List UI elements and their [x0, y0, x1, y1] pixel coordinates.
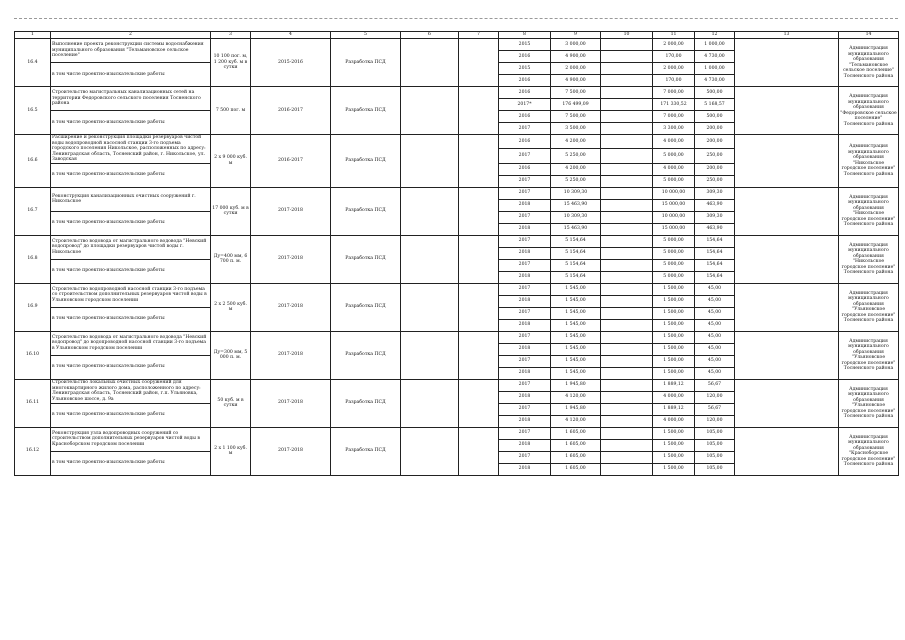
local-amount-cell: 105,00: [695, 439, 735, 451]
empty-cell: [601, 211, 653, 223]
empty-cell: [601, 439, 653, 451]
empty-cell: [735, 283, 839, 331]
local-amount-cell: 1 000,00: [695, 63, 735, 75]
local-amount-cell: 120,00: [695, 415, 735, 427]
regional-amount-cell: 2 000,00: [653, 39, 695, 51]
column-number-2: 2: [51, 32, 211, 39]
table-row: [15, 283, 899, 295]
design-works-subtitle: в том числе проектно-изыскательские работы: [51, 403, 211, 427]
total-amount-cell: 4 120,00: [551, 415, 601, 427]
local-amount-cell: 45,00: [695, 343, 735, 355]
design-works-subtitle: в том числе проектно-изыскательские работы: [51, 259, 211, 283]
year-cell: 2017: [499, 403, 551, 415]
regional-amount-cell: 15 000,00: [653, 199, 695, 211]
year-cell: 2017: [499, 175, 551, 187]
empty-cell: [401, 235, 459, 283]
column-number-5: 5: [331, 32, 401, 39]
regional-amount-cell: 1 889,12: [653, 403, 695, 415]
year-cell: 2018: [499, 223, 551, 235]
empty-cell: [735, 39, 839, 87]
regional-amount-cell: 2 000,00: [653, 63, 695, 75]
year-cell: 2018: [499, 199, 551, 211]
item-number: 16.6: [15, 135, 51, 188]
local-amount-cell: 45,00: [695, 355, 735, 367]
regional-amount-cell: 4 000,00: [653, 391, 695, 403]
year-cell: 2017: [499, 355, 551, 367]
empty-cell: [601, 111, 653, 123]
local-amount-cell: 463,90: [695, 199, 735, 211]
implementation-period: 2017-2018: [251, 283, 331, 331]
regional-amount-cell: 170,00: [653, 51, 695, 63]
year-cell: 2016: [499, 111, 551, 123]
regional-amount-cell: 1 500,00: [653, 427, 695, 439]
year-cell: 2017: [499, 187, 551, 199]
design-works-subtitle: в том числе проектно-изыскательские работы: [51, 111, 211, 135]
empty-cell: [459, 39, 499, 87]
local-amount-cell: 200,00: [695, 163, 735, 175]
empty-cell: [459, 283, 499, 331]
work-stage: Разработка ПСД: [331, 39, 401, 87]
empty-cell: [459, 87, 499, 135]
implementation-period: 2017-2018: [251, 427, 331, 475]
regional-amount-cell: 3 300,00: [653, 123, 695, 135]
empty-cell: [601, 367, 653, 379]
item-number: 16.12: [15, 427, 51, 475]
column-number-6: 6: [401, 32, 459, 39]
regional-amount-cell: 1 500,00: [653, 295, 695, 307]
local-amount-cell: 250,00: [695, 175, 735, 187]
empty-cell: [735, 427, 839, 475]
implementation-period: 2017-2018: [251, 187, 331, 235]
empty-cell: [735, 379, 839, 427]
implementation-period: 2017-2018: [251, 235, 331, 283]
total-amount-cell: 1 605,00: [551, 451, 601, 463]
total-amount-cell: 4 900,00: [551, 51, 601, 63]
local-amount-cell: 200,00: [695, 123, 735, 135]
year-cell: 2017: [499, 379, 551, 391]
object-name: Строительство локальных очистных сооружений для многоквартирного жилого дома, расположенного по адресу: Ленинградская область, Тосненский район, г.п. Ульяновка, Ульяновское шоссе, д. 9а: [51, 379, 211, 403]
year-cell: 2017: [499, 331, 551, 343]
total-amount-cell: 15 463,90: [551, 199, 601, 211]
local-amount-cell: 120,00: [695, 391, 735, 403]
object-name: Строительство водопроводной насосной станции 3-го подъема со строительством дополнительных резервуаров чистой воды в Ульяновском городском поселении: [51, 283, 211, 307]
object-capacity: 2 х 9 000 куб. м: [211, 135, 251, 188]
object-name: Строительство водовода от магистрального водовода "Невский водопровод" до площадки резервуаров чистой воды г. Никольское: [51, 235, 211, 259]
empty-cell: [401, 87, 459, 135]
table-row: [15, 187, 899, 199]
regional-amount-cell: 5 000,00: [653, 247, 695, 259]
empty-cell: [601, 415, 653, 427]
work-stage: Разработка ПСД: [331, 283, 401, 331]
local-amount-cell: 463,90: [695, 223, 735, 235]
empty-cell: [601, 99, 653, 111]
year-cell: 2016: [499, 87, 551, 99]
item-number: 16.8: [15, 235, 51, 283]
empty-cell: [401, 379, 459, 427]
empty-cell: [459, 135, 499, 188]
total-amount-cell: 4 200,00: [551, 163, 601, 175]
empty-cell: [735, 331, 839, 379]
year-cell: 2018: [499, 247, 551, 259]
total-amount-cell: 1 545,00: [551, 331, 601, 343]
empty-cell: [735, 235, 839, 283]
empty-cell: [459, 427, 499, 475]
empty-cell: [401, 187, 459, 235]
implementation-period: 2017-2018: [251, 379, 331, 427]
regional-amount-cell: 10 000,00: [653, 187, 695, 199]
local-amount-cell: 154,64: [695, 235, 735, 247]
total-amount-cell: 4 900,00: [551, 75, 601, 87]
empty-cell: [601, 259, 653, 271]
total-amount-cell: 5 154,64: [551, 271, 601, 283]
customer-name: Администрация муниципального образования "Никольское городское поселение" Тосненского района: [839, 135, 899, 188]
design-works-subtitle: в том числе проектно-изыскательские работы: [51, 211, 211, 235]
total-amount-cell: 1 945,80: [551, 379, 601, 391]
local-amount-cell: 200,00: [695, 135, 735, 149]
local-amount-cell: 154,64: [695, 259, 735, 271]
customer-name: Администрация муниципального образования "Никольское городское поселение" Тосненского района: [839, 187, 899, 235]
year-cell: 2015: [499, 39, 551, 51]
table-row: [15, 379, 899, 391]
total-amount-cell: 1 605,00: [551, 463, 601, 475]
empty-cell: [601, 87, 653, 99]
year-cell: 2017: [499, 123, 551, 135]
scan-edge-line: [14, 18, 898, 19]
local-amount-cell: 5 168,57: [695, 99, 735, 111]
column-number-13: 13: [735, 32, 839, 39]
object-name: Строительство магистральных канализационных сетей на территории Федоровского сельского поселения Тосненского района: [51, 87, 211, 111]
regional-amount-cell: 4 000,00: [653, 415, 695, 427]
year-cell: 2017: [499, 451, 551, 463]
empty-cell: [601, 427, 653, 439]
empty-cell: [601, 403, 653, 415]
object-capacity: 50 куб. м в сутки: [211, 379, 251, 427]
year-cell: 2016: [499, 51, 551, 63]
customer-name: Администрация муниципального образования "Красноборское городское поселение" Тосненского района: [839, 427, 899, 475]
local-amount-cell: 45,00: [695, 307, 735, 319]
column-number-10: 10: [601, 32, 653, 39]
regional-amount-cell: 10 000,00: [653, 211, 695, 223]
column-number-11: 11: [653, 32, 695, 39]
year-cell: 2017*: [499, 99, 551, 111]
local-amount-cell: 500,00: [695, 111, 735, 123]
year-cell: 2017: [499, 235, 551, 247]
empty-cell: [459, 187, 499, 235]
regional-amount-cell: 1 500,00: [653, 439, 695, 451]
regional-amount-cell: 5 000,00: [653, 235, 695, 247]
empty-cell: [401, 135, 459, 188]
regional-amount-cell: 1 500,00: [653, 343, 695, 355]
item-number: 16.9: [15, 283, 51, 331]
regional-amount-cell: 5 000,00: [653, 149, 695, 163]
local-amount-cell: 1 000,00: [695, 39, 735, 51]
year-cell: 2018: [499, 439, 551, 451]
total-amount-cell: 1 545,00: [551, 283, 601, 295]
year-cell: 2017: [499, 427, 551, 439]
regional-amount-cell: 5 000,00: [653, 175, 695, 187]
program-table: [14, 31, 899, 476]
object-capacity: 2 х 2 500 куб. м: [211, 283, 251, 331]
empty-cell: [601, 135, 653, 149]
customer-name: Администрация муниципального образования "Никольское городское поселение" Тосненского района: [839, 235, 899, 283]
empty-cell: [401, 39, 459, 87]
total-amount-cell: 4 200,00: [551, 135, 601, 149]
total-amount-cell: 5 154,64: [551, 247, 601, 259]
object-capacity: Ду=400 мм, 6 700 п. м.: [211, 235, 251, 283]
total-amount-cell: 5 154,64: [551, 259, 601, 271]
table-row: [15, 427, 899, 439]
year-cell: 2017: [499, 149, 551, 163]
total-amount-cell: 3 500,00: [551, 123, 601, 135]
column-number-3: 3: [211, 32, 251, 39]
column-number-row: [15, 32, 899, 39]
regional-amount-cell: 1 500,00: [653, 283, 695, 295]
object-name: Реконструкция канализационных очистных сооружений г. Никольское: [51, 187, 211, 211]
implementation-period: 2015-2016: [251, 39, 331, 87]
item-number: 16.11: [15, 379, 51, 427]
local-amount-cell: 154,64: [695, 247, 735, 259]
empty-cell: [601, 463, 653, 475]
empty-cell: [459, 331, 499, 379]
local-amount-cell: 56,67: [695, 379, 735, 391]
empty-cell: [601, 223, 653, 235]
empty-cell: [601, 271, 653, 283]
total-amount-cell: 3 000,00: [551, 39, 601, 51]
empty-cell: [601, 451, 653, 463]
local-amount-cell: 309,30: [695, 211, 735, 223]
empty-cell: [601, 283, 653, 295]
total-amount-cell: 1 945,80: [551, 403, 601, 415]
empty-cell: [601, 187, 653, 199]
year-cell: 2018: [499, 271, 551, 283]
empty-cell: [459, 379, 499, 427]
regional-amount-cell: 1 889,12: [653, 379, 695, 391]
empty-cell: [401, 427, 459, 475]
implementation-period: 2016-2017: [251, 135, 331, 188]
empty-cell: [601, 163, 653, 175]
year-cell: 2018: [499, 391, 551, 403]
design-works-subtitle: в том числе проектно-изыскательские работы: [51, 307, 211, 331]
column-number-14: 14: [839, 32, 899, 39]
object-name: Выполнение проекта реконструкции системы водоснабжения муниципального образования "Тельмановское сельское поселение": [51, 39, 211, 63]
regional-amount-cell: 4 000,00: [653, 163, 695, 175]
total-amount-cell: 2 000,00: [551, 63, 601, 75]
item-number: 16.10: [15, 331, 51, 379]
empty-cell: [601, 379, 653, 391]
local-amount-cell: 309,30: [695, 187, 735, 199]
regional-amount-cell: 1 500,00: [653, 367, 695, 379]
year-cell: 2017: [499, 307, 551, 319]
implementation-period: 2017-2018: [251, 331, 331, 379]
column-number-1: 1: [15, 32, 51, 39]
local-amount-cell: 105,00: [695, 451, 735, 463]
item-number: 16.5: [15, 87, 51, 135]
total-amount-cell: 15 463,90: [551, 223, 601, 235]
empty-cell: [735, 87, 839, 135]
work-stage: Разработка ПСД: [331, 87, 401, 135]
customer-name: Администрация муниципального образования "Ульяновское городское поселение" Тосненского района: [839, 331, 899, 379]
total-amount-cell: 1 545,00: [551, 367, 601, 379]
design-works-subtitle: в том числе проектно-изыскательские работы: [51, 451, 211, 475]
local-amount-cell: 105,00: [695, 427, 735, 439]
year-cell: 2017: [499, 211, 551, 223]
design-works-subtitle: в том числе проектно-изыскательские работы: [51, 355, 211, 379]
customer-name: Администрация муниципального образования "Ульяновское городское поселение" Тосненского района: [839, 283, 899, 331]
regional-amount-cell: 170,00: [653, 75, 695, 87]
work-stage: Разработка ПСД: [331, 235, 401, 283]
total-amount-cell: 1 545,00: [551, 295, 601, 307]
empty-cell: [601, 391, 653, 403]
implementation-period: 2016-2017: [251, 87, 331, 135]
year-cell: 2016: [499, 163, 551, 175]
empty-cell: [735, 135, 839, 188]
design-works-subtitle: в том числе проектно-изыскательские работы: [51, 163, 211, 187]
local-amount-cell: 4 730,00: [695, 51, 735, 63]
work-stage: Разработка ПСД: [331, 187, 401, 235]
local-amount-cell: 4 730,00: [695, 75, 735, 87]
total-amount-cell: 5 250,00: [551, 175, 601, 187]
regional-amount-cell: 1 500,00: [653, 451, 695, 463]
object-capacity: 2 х 1 100 куб. м: [211, 427, 251, 475]
total-amount-cell: 5 154,64: [551, 235, 601, 247]
empty-cell: [459, 235, 499, 283]
total-amount-cell: 5 250,00: [551, 149, 601, 163]
local-amount-cell: 45,00: [695, 319, 735, 331]
customer-name: Администрация муниципального образования "Ульяновское городское поселение" Тосненского района: [839, 379, 899, 427]
table-row: [15, 39, 899, 51]
year-cell: 2018: [499, 295, 551, 307]
customer-name: Администрация муниципального образования "Федоровское сельское поселение" Тосненского района: [839, 87, 899, 135]
empty-cell: [601, 63, 653, 75]
local-amount-cell: 45,00: [695, 367, 735, 379]
work-stage: Разработка ПСД: [331, 379, 401, 427]
empty-cell: [401, 283, 459, 331]
total-amount-cell: 4 120,00: [551, 391, 601, 403]
empty-cell: [601, 343, 653, 355]
total-amount-cell: 176 499,09: [551, 99, 601, 111]
design-works-subtitle: в том числе проектно-изыскательские работы: [51, 63, 211, 87]
year-cell: 2016: [499, 135, 551, 149]
regional-amount-cell: 15 000,00: [653, 223, 695, 235]
year-cell: 2018: [499, 367, 551, 379]
regional-amount-cell: 1 500,00: [653, 331, 695, 343]
total-amount-cell: 10 309,30: [551, 187, 601, 199]
year-cell: 2018: [499, 343, 551, 355]
regional-amount-cell: 1 500,00: [653, 355, 695, 367]
column-number-12: 12: [695, 32, 735, 39]
regional-amount-cell: 171 330,52: [653, 99, 695, 111]
empty-cell: [601, 51, 653, 63]
year-cell: 2017: [499, 259, 551, 271]
local-amount-cell: 45,00: [695, 331, 735, 343]
total-amount-cell: 7 500,00: [551, 87, 601, 99]
local-amount-cell: 56,67: [695, 403, 735, 415]
item-number: 16.7: [15, 187, 51, 235]
customer-name: Администрация муниципального образования "Тельмановское сельское поселение" Тосненского района: [839, 39, 899, 87]
column-number-9: 9: [551, 32, 601, 39]
empty-cell: [601, 355, 653, 367]
local-amount-cell: 500,00: [695, 87, 735, 99]
empty-cell: [601, 295, 653, 307]
year-cell: 2018: [499, 415, 551, 427]
table-row: [15, 135, 899, 149]
column-number-4: 4: [251, 32, 331, 39]
object-capacity: 17 000 куб. м в сутки: [211, 187, 251, 235]
empty-cell: [601, 235, 653, 247]
column-number-7: 7: [459, 32, 499, 39]
object-name: Строительство водовода от магистрального водовода "Невский водопровод" до водопроводной насосной станции 3-го подъема в Ульяновском городском поселении: [51, 331, 211, 355]
total-amount-cell: 7 500,00: [551, 111, 601, 123]
table-row: [15, 235, 899, 247]
year-cell: 2015: [499, 63, 551, 75]
empty-cell: [601, 149, 653, 163]
regional-amount-cell: 1 500,00: [653, 463, 695, 475]
regional-amount-cell: 1 500,00: [653, 307, 695, 319]
empty-cell: [401, 331, 459, 379]
total-amount-cell: 1 545,00: [551, 319, 601, 331]
object-capacity: 10 100 пог. м, 1 200 куб. м в сутки: [211, 39, 251, 87]
empty-cell: [735, 187, 839, 235]
empty-cell: [601, 123, 653, 135]
work-stage: Разработка ПСД: [331, 427, 401, 475]
empty-cell: [601, 199, 653, 211]
local-amount-cell: 45,00: [695, 283, 735, 295]
year-cell: 2016: [499, 75, 551, 87]
total-amount-cell: 10 309,30: [551, 211, 601, 223]
regional-amount-cell: 7 000,00: [653, 111, 695, 123]
total-amount-cell: 1 545,00: [551, 355, 601, 367]
year-cell: 2017: [499, 283, 551, 295]
local-amount-cell: 250,00: [695, 149, 735, 163]
work-stage: Разработка ПСД: [331, 331, 401, 379]
empty-cell: [601, 39, 653, 51]
column-number-8: 8: [499, 32, 551, 39]
empty-cell: [601, 247, 653, 259]
empty-cell: [601, 175, 653, 187]
item-number: 16.4: [15, 39, 51, 87]
total-amount-cell: 1 545,00: [551, 307, 601, 319]
object-capacity: Ду=300 мм, 5 000 п. м.: [211, 331, 251, 379]
regional-amount-cell: 5 000,00: [653, 271, 695, 283]
object-capacity: 7 500 пог. м: [211, 87, 251, 135]
regional-amount-cell: 4 000,00: [653, 135, 695, 149]
empty-cell: [601, 319, 653, 331]
local-amount-cell: 105,00: [695, 463, 735, 475]
empty-cell: [601, 307, 653, 319]
regional-amount-cell: 7 000,00: [653, 87, 695, 99]
object-name: Реконструкция узла водопроводных сооружений со строительством дополнительных резервуаров чистой воды в Красноборском городском поселении: [51, 427, 211, 451]
total-amount-cell: 1 605,00: [551, 439, 601, 451]
regional-amount-cell: 5 000,00: [653, 259, 695, 271]
local-amount-cell: 154,64: [695, 271, 735, 283]
local-amount-cell: 45,00: [695, 295, 735, 307]
total-amount-cell: 1 545,00: [551, 343, 601, 355]
total-amount-cell: 1 605,00: [551, 427, 601, 439]
table-row: [15, 331, 899, 343]
object-name: Расширение и реконструкция площадки резервуаров чистой воды водопроводной насосной станции 3-го подъема городского поселения Никольское, расположенных по адресу: Ленинградская область, Тосненский район, г. Никольское, ул. Заводская: [51, 135, 211, 164]
year-cell: 2018: [499, 319, 551, 331]
empty-cell: [601, 75, 653, 87]
regional-amount-cell: 1 500,00: [653, 319, 695, 331]
table-row: [15, 87, 899, 99]
empty-cell: [601, 331, 653, 343]
year-cell: 2018: [499, 463, 551, 475]
work-stage: Разработка ПСД: [331, 135, 401, 188]
